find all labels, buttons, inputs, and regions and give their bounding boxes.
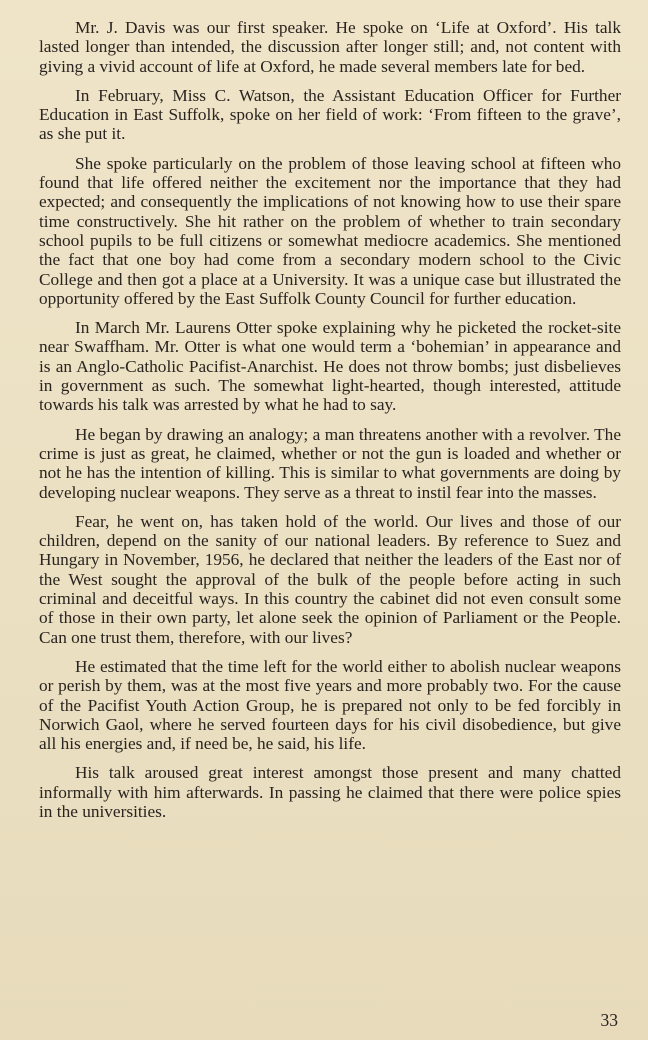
paragraph-fear: Fear, he went on, has taken hold of the world. Our lives and those of our children, depend on the sanity of our national leaders. By reference to Suez and Hungary in November, 1956, he declared that neither the leaders of the East nor of the West sought the approval of the bulk of the people before acting in such criminal and deceitful ways. In this country the cabinet did not even consult some of those in their own party, let alone seek the opinion of Parliament or the People. Can one trust them, therefore, with our lives? [39,511,621,647]
paragraph-davis-talk: Mr. J. Davis was our first speaker. He spoke on ‘Life at Oxford’. His talk lasted longer than intended, the discussion after longer still; and, not content with giving a vivid account of life at Oxford, he made several members late for bed. [39,18,621,76]
paragraph-conclusion: His talk aroused great interest amongst those present and many chatted informally with him afterwards. In passing he claimed that there were police spies in the universities. [39,763,621,821]
paragraph-time-estimate: He estimated that the time left for the world either to abolish nuclear weapons or perish by them, was at the most five years and more probably two. For the cause of the Pacifist Youth Action Group, he is prepared not only to be fed forcibly in Norwich Gaol, where he served fourteen days for his civil disobedience, but give all his energies and, if need be, he said, his life. [39,656,621,754]
paragraph-otter-intro: In March Mr. Laurens Otter spoke explaining why he picketed the rocket-site near Swaffham. Mr. Otter is what one would term a ‘bohemian’ in appearance and is an Anglo-Catholic Pacifist-Anarchist. He does not throw bombs; just disbelieves in government as such. The somewhat light-hearted, though interested, attitude towards his talk was arrested by what he had to say. [39,318,621,415]
paragraph-revolver-analogy: He began by drawing an analogy; a man threatens another with a revolver. The crime is just as great, he claimed, whether or not the gun is loaded and whether or not he has the intention of killing. This is similar to what governments are doing by developing nuclear weapons. They serve as a threat to instil fear into the masses. [39,424,621,502]
page-number: 33 [600,1010,618,1030]
paragraph-watson-talk: She spoke particularly on the problem of those leaving school at fifteen who found that life offered neither the excitement nor the importance that they had expected; and consequently the implications of not knowing how to use their spare time constructively. She hit rather on the problem of whether to train secondary school pupils to be full citizens or somewhat mediocre academics. She mentioned the fact that one boy had come from a secondary modern school to the Civic College and then got a place at a University. It was a unique case but illustrated the opportunity offered by the East Suffolk County Council for further education. [39,153,621,308]
paragraph-watson-intro: In February, Miss C. Watson, the Assistant Education Officer for Further Education in East Suffolk, spoke on her field of work: ‘From fifteen to the grave’, as she put it. [39,85,621,144]
